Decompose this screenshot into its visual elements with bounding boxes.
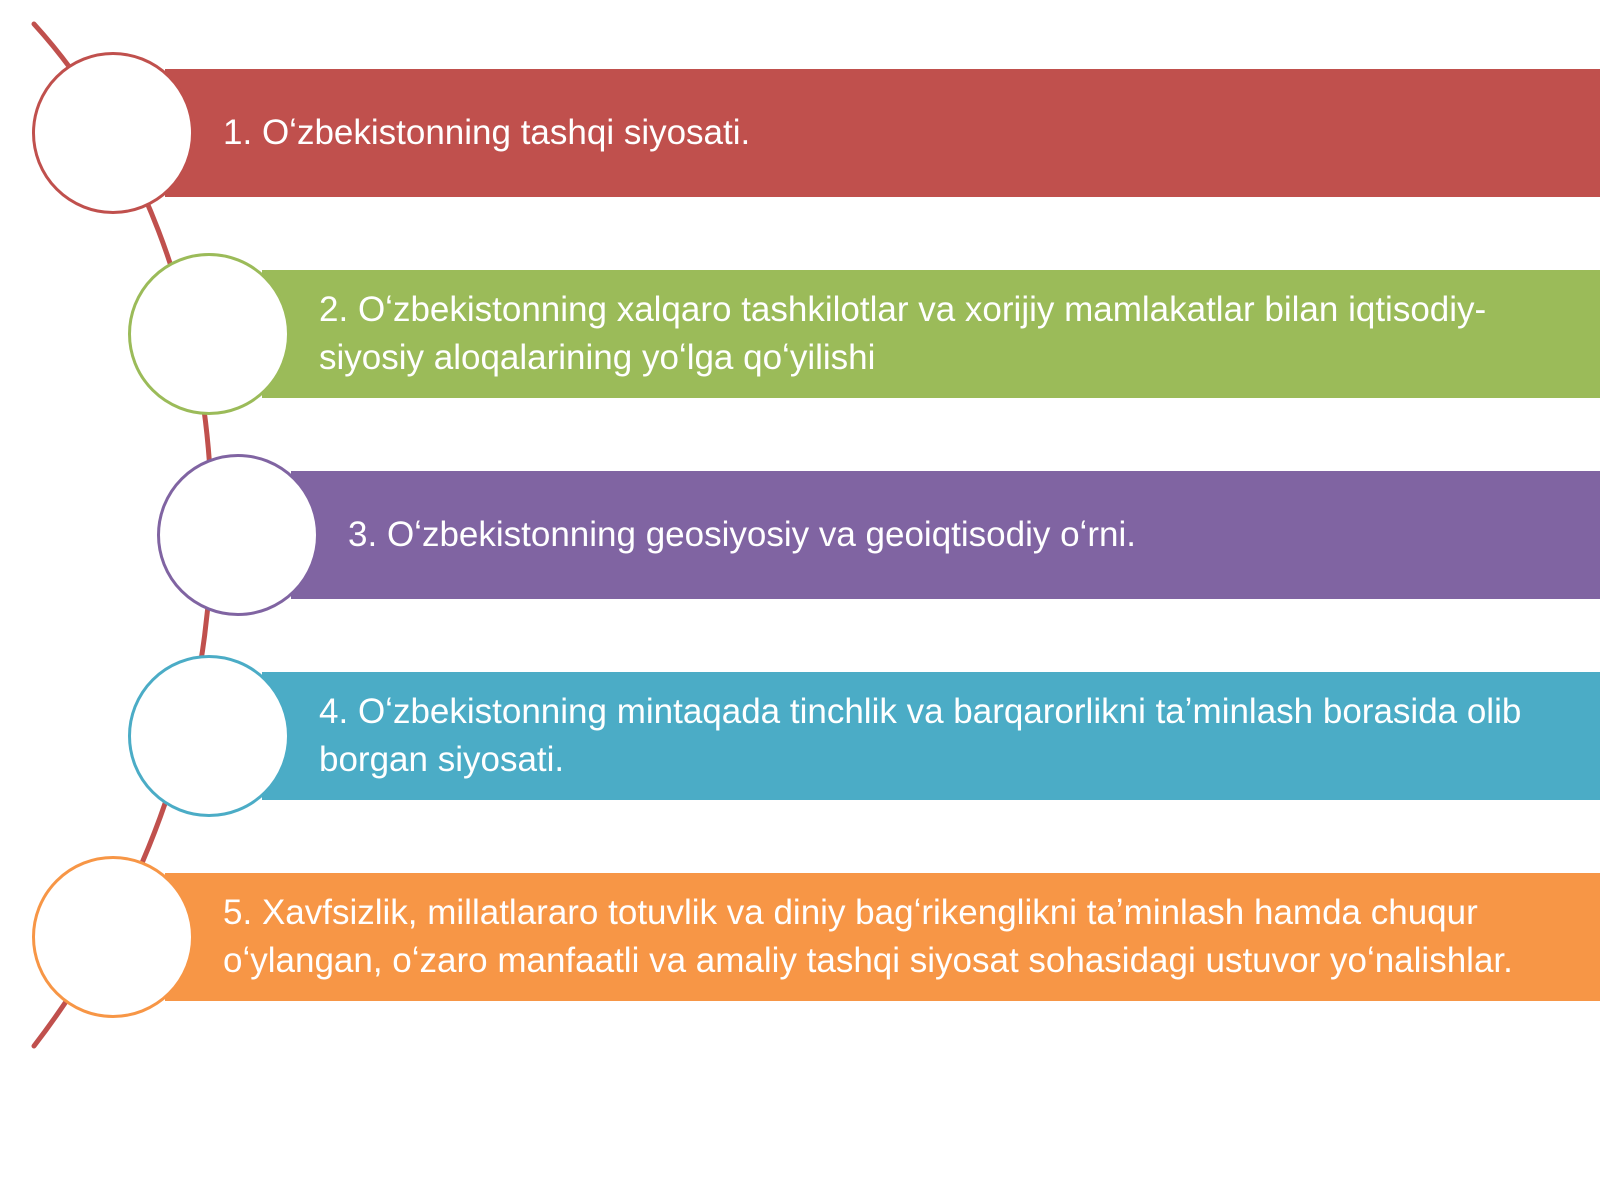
item-number: 1.	[223, 113, 253, 152]
item-bar	[165, 873, 1600, 1001]
item-text: Oʻzbekistonning geosiyosiy va geoiqtisodiy oʻrni.	[386, 515, 1136, 554]
item-text: Oʻzbekistonning tashqi siyosati.	[261, 113, 751, 152]
item-label	[223, 109, 750, 157]
item-text: Oʻzbekistonning mintaqada tinchlik va barqarorlikni taʼminlash borasida olib borgan siyosati.	[319, 692, 1522, 779]
item-circle	[32, 856, 194, 1018]
item-bar	[165, 69, 1600, 197]
item-circle	[32, 52, 194, 214]
item-label	[319, 286, 1564, 382]
item-circle	[128, 253, 290, 415]
item-label	[348, 511, 1136, 559]
item-text: Xavfsizlik, millatlararo totuvlik va diniy bagʻrikenglikni taʼminlash hamda chuqur oʻylangan, oʻzaro manfaatli va amaliy tashqi siyosat sohasidagi ustuvor yoʻnalishlar.	[223, 893, 1513, 980]
item-circle	[128, 655, 290, 817]
item-bar	[262, 270, 1600, 398]
item-bar	[262, 672, 1600, 800]
item-number: 3.	[348, 515, 378, 554]
item-label	[319, 688, 1564, 784]
item-label	[223, 889, 1564, 985]
item-bar	[291, 471, 1600, 599]
item-text: Oʻzbekistonning xalqaro tashkilotlar va xorijiy mamlakatlar bilan iqtisodiy-siyosiy aloqalarining yoʻlga qoʻyilishi	[319, 290, 1487, 377]
item-number: 2.	[319, 290, 349, 329]
item-number: 5.	[223, 893, 253, 932]
item-number: 4.	[319, 692, 349, 731]
item-circle	[157, 454, 319, 616]
